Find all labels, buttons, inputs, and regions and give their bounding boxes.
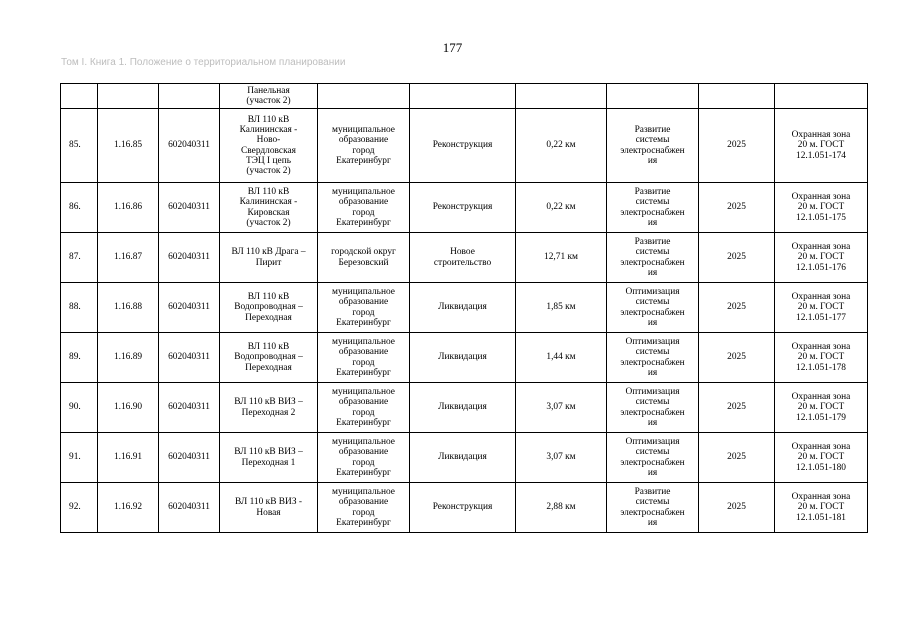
cell-action-type: Ликвидация: [410, 333, 516, 383]
table-row: [61, 483, 868, 533]
cell-action-type: Реконструкция: [410, 483, 516, 533]
table-row: [61, 283, 868, 333]
cell-row-number: 87.: [61, 233, 98, 283]
cell-year: 2025: [699, 109, 775, 183]
table-row: [61, 433, 868, 483]
cell-municipality: муниципальное образование город Екатеринбург: [318, 433, 410, 483]
cell-purpose: Развитие системы электроснабжен ия: [607, 109, 699, 183]
cell-empty: [61, 84, 98, 109]
cell-length: 2,88 км: [516, 483, 607, 533]
cell-protection-zone: Охранная зона 20 м. ГОСТ 12.1.051-175: [775, 183, 868, 233]
cell-year: 2025: [699, 333, 775, 383]
cell-object-name: ВЛ 110 кВ ВИЗ – Переходная 2: [220, 383, 318, 433]
cell-id: 602040311: [159, 483, 220, 533]
carryover-row: [61, 84, 868, 109]
cell-municipality: муниципальное образование город Екатеринбург: [318, 333, 410, 383]
cell-year: 2025: [699, 233, 775, 283]
cell-length: 12,71 км: [516, 233, 607, 283]
cell-year: 2025: [699, 433, 775, 483]
cell-protection-zone: Охранная зона 20 м. ГОСТ 12.1.051-177: [775, 283, 868, 333]
cell-code: 1.16.91: [98, 433, 159, 483]
cell-object-name: ВЛ 110 кВ ВИЗ – Переходная 1: [220, 433, 318, 483]
cell-purpose: Оптимизация системы электроснабжен ия: [607, 283, 699, 333]
cell-row-number: 86.: [61, 183, 98, 233]
cell-action-type: Реконструкция: [410, 183, 516, 233]
cell-length: 0,22 км: [516, 183, 607, 233]
cell-empty: [318, 84, 410, 109]
cell-municipality: муниципальное образование город Екатеринбург: [318, 483, 410, 533]
table-row: [61, 183, 868, 233]
table-row: [61, 333, 868, 383]
cell-id: 602040311: [159, 109, 220, 183]
cell-id: 602040311: [159, 333, 220, 383]
cell-year: 2025: [699, 383, 775, 433]
cell-protection-zone: Охранная зона 20 м. ГОСТ 12.1.051-178: [775, 333, 868, 383]
cell-purpose: Оптимизация системы электроснабжен ия: [607, 333, 699, 383]
running-header: Том I. Книга 1. Положение о территориальном планировании: [61, 57, 346, 68]
cell-code: 1.16.87: [98, 233, 159, 283]
cell-object-name: ВЛ 110 кВ Калининская - Ново- Свердловская ТЭЦ I цепь (участок 2): [220, 109, 318, 183]
cell-object-name: Панельная (участок 2): [220, 84, 318, 109]
cell-id: 602040311: [159, 433, 220, 483]
cell-action-type: Ликвидация: [410, 433, 516, 483]
cell-protection-zone: Охранная зона 20 м. ГОСТ 12.1.051-179: [775, 383, 868, 433]
cell-length: 0,22 км: [516, 109, 607, 183]
cell-purpose: Оптимизация системы электроснабжен ия: [607, 383, 699, 433]
cell-object-name: ВЛ 110 кВ ВИЗ - Новая: [220, 483, 318, 533]
cell-empty: [775, 84, 868, 109]
cell-object-name: ВЛ 110 кВ Водопроводная – Переходная: [220, 283, 318, 333]
cell-year: 2025: [699, 483, 775, 533]
table-row: [61, 233, 868, 283]
cell-object-name: ВЛ 110 кВ Калининская - Кировская (участок 2): [220, 183, 318, 233]
cell-code: 1.16.88: [98, 283, 159, 333]
cell-row-number: 88.: [61, 283, 98, 333]
cell-purpose: Развитие системы электроснабжен ия: [607, 233, 699, 283]
cell-id: 602040311: [159, 183, 220, 233]
cell-municipality: муниципальное образование город Екатеринбург: [318, 183, 410, 233]
cell-empty: [699, 84, 775, 109]
objects-table: [60, 83, 868, 533]
cell-code: 1.16.86: [98, 183, 159, 233]
cell-empty: [607, 84, 699, 109]
cell-action-type: Новое строительство: [410, 233, 516, 283]
cell-municipality: муниципальное образование город Екатеринбург: [318, 283, 410, 333]
cell-object-name: ВЛ 110 кВ Водопроводная – Переходная: [220, 333, 318, 383]
cell-code: 1.16.89: [98, 333, 159, 383]
cell-protection-zone: Охранная зона 20 м. ГОСТ 12.1.051-176: [775, 233, 868, 283]
cell-id: 602040311: [159, 283, 220, 333]
cell-length: 3,07 км: [516, 433, 607, 483]
table-row: [61, 109, 868, 183]
cell-row-number: 91.: [61, 433, 98, 483]
cell-length: 1,85 км: [516, 283, 607, 333]
cell-empty: [159, 84, 220, 109]
cell-empty: [410, 84, 516, 109]
cell-year: 2025: [699, 183, 775, 233]
table-row: [61, 383, 868, 433]
cell-code: 1.16.90: [98, 383, 159, 433]
cell-purpose: Развитие системы электроснабжен ия: [607, 183, 699, 233]
cell-municipality: муниципальное образование город Екатеринбург: [318, 109, 410, 183]
cell-empty: [516, 84, 607, 109]
cell-object-name: ВЛ 110 кВ Драга – Пирит: [220, 233, 318, 283]
cell-row-number: 90.: [61, 383, 98, 433]
cell-protection-zone: Охранная зона 20 м. ГОСТ 12.1.051-174: [775, 109, 868, 183]
page-number: 177: [442, 40, 463, 55]
cell-protection-zone: Охранная зона 20 м. ГОСТ 12.1.051-180: [775, 433, 868, 483]
cell-action-type: Ликвидация: [410, 383, 516, 433]
cell-row-number: 92.: [61, 483, 98, 533]
cell-code: 1.16.92: [98, 483, 159, 533]
cell-row-number: 89.: [61, 333, 98, 383]
cell-action-type: Ликвидация: [410, 283, 516, 333]
cell-id: 602040311: [159, 383, 220, 433]
cell-purpose: Оптимизация системы электроснабжен ия: [607, 433, 699, 483]
cell-purpose: Развитие системы электроснабжен ия: [607, 483, 699, 533]
cell-length: 1,44 км: [516, 333, 607, 383]
table-body: [61, 84, 868, 533]
cell-municipality: городской округ Березовский: [318, 233, 410, 283]
cell-empty: [98, 84, 159, 109]
cell-length: 3,07 км: [516, 383, 607, 433]
cell-protection-zone: Охранная зона 20 м. ГОСТ 12.1.051-181: [775, 483, 868, 533]
cell-id: 602040311: [159, 233, 220, 283]
cell-row-number: 85.: [61, 109, 98, 183]
cell-year: 2025: [699, 283, 775, 333]
cell-code: 1.16.85: [98, 109, 159, 183]
cell-action-type: Реконструкция: [410, 109, 516, 183]
cell-municipality: муниципальное образование город Екатеринбург: [318, 383, 410, 433]
